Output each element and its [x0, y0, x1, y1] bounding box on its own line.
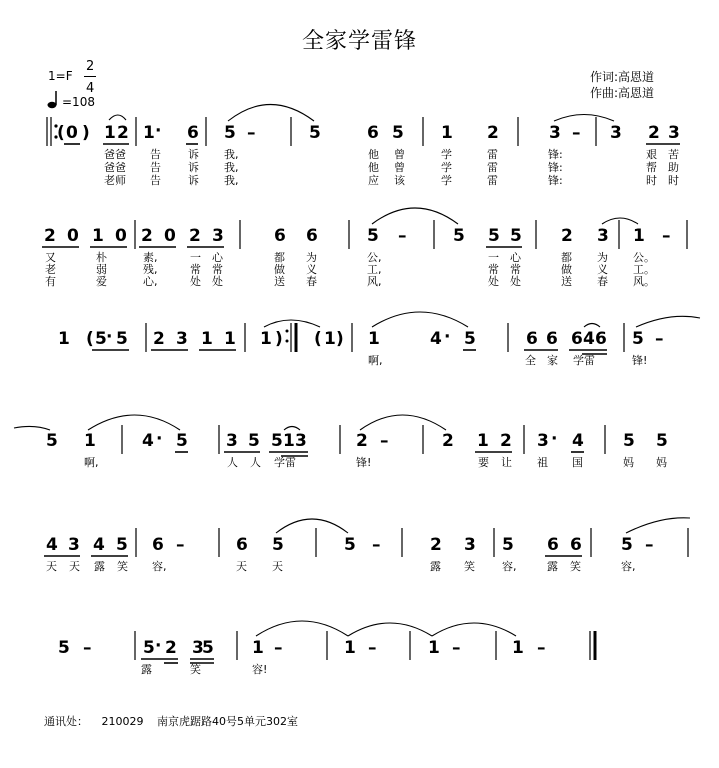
- lyric-syllable: 容,: [621, 560, 636, 573]
- note: 4: [572, 431, 584, 451]
- note: 2: [141, 226, 153, 246]
- lyric-syllable: 啊,: [368, 354, 383, 367]
- lyric-syllable: 做: [561, 263, 572, 276]
- lyrics-verse-2: [45, 262, 655, 276]
- score-row-6: [58, 621, 595, 676]
- note: 4: [93, 535, 105, 555]
- lyric-syllable: 天: [46, 560, 57, 573]
- lyric-syllable: 时: [646, 174, 657, 187]
- lyric-syllable: 学雷: [274, 456, 296, 469]
- lyric-syllable: 处: [212, 275, 223, 288]
- lyric-syllable: 笑: [117, 560, 128, 573]
- note: –: [655, 329, 664, 349]
- note: 2: [561, 226, 573, 246]
- slur: [348, 623, 432, 636]
- lyric-syllable: 锋!: [632, 354, 648, 367]
- note: 5: [488, 226, 500, 246]
- note: 1: [428, 638, 440, 658]
- lyric-syllable: 露: [141, 663, 152, 676]
- lyric-syllable: 该: [394, 174, 405, 187]
- note: 3: [68, 535, 80, 555]
- note: 1: [58, 329, 70, 349]
- lyric-syllable: 笑: [570, 560, 581, 573]
- note: 6: [547, 535, 559, 555]
- note: 5: [502, 535, 514, 555]
- lyric-syllable: 全: [525, 354, 536, 367]
- note: ): [336, 329, 344, 349]
- lyric-syllable: 诉: [188, 161, 199, 174]
- note: –: [372, 535, 381, 555]
- lyric-syllable: 心,: [143, 275, 158, 288]
- note: 3: [668, 123, 680, 143]
- lyric-syllable: 应: [368, 174, 379, 187]
- lyric-syllable: 公,: [367, 251, 382, 264]
- lyric-syllable: 要: [478, 456, 489, 469]
- lyric-syllable: 风,: [367, 275, 382, 288]
- lyric-syllable: 天: [236, 560, 247, 573]
- lyric-syllable: 艰: [646, 148, 657, 161]
- note: –: [83, 638, 92, 658]
- lyric-syllable: 常: [190, 263, 201, 276]
- lyric-syllable: 爸爸: [104, 161, 126, 174]
- lyric-syllable: 锋:: [548, 161, 563, 174]
- note: 5: [176, 431, 188, 451]
- note: 3: [464, 535, 476, 555]
- note: 1: [512, 638, 524, 658]
- note: 1: [252, 638, 264, 658]
- lyric-syllable: 弱: [96, 263, 107, 276]
- note: 1: [92, 226, 104, 246]
- key-signature: 1=F: [48, 69, 73, 83]
- lyric-syllable: 苦: [668, 148, 679, 161]
- footer-postcode: 210029: [101, 715, 144, 728]
- note: 1: [143, 123, 155, 143]
- note: ): [82, 123, 90, 143]
- slur: [88, 415, 180, 430]
- note: (: [314, 329, 322, 349]
- note: 3: [226, 431, 238, 451]
- lyric-syllable: 锋:: [548, 174, 563, 187]
- note: 5: [116, 329, 128, 349]
- lyric-syllable: 都: [274, 251, 285, 264]
- slur: [109, 115, 126, 120]
- lyric-syllable: 爱: [96, 275, 107, 288]
- note: 3: [192, 638, 204, 658]
- note: 0: [67, 226, 79, 246]
- dot: ·: [106, 327, 113, 347]
- note: 4: [46, 535, 58, 555]
- lyric-syllable: 我,: [224, 161, 239, 174]
- lyric-syllable: 我,: [224, 174, 239, 187]
- note: 3: [597, 226, 609, 246]
- note: –: [368, 638, 377, 658]
- note: 1: [477, 431, 489, 451]
- lyric-syllable: 春: [597, 275, 608, 288]
- note: 5: [510, 226, 522, 246]
- song-title: 全家学雷锋: [301, 29, 417, 54]
- slur: [276, 519, 348, 533]
- note: 2: [648, 123, 660, 143]
- lyric-syllable: 工。: [633, 263, 655, 276]
- lyrics-verse-2: [104, 160, 679, 174]
- note: 1: [324, 329, 336, 349]
- note: 2: [430, 535, 442, 555]
- note: 6: [187, 123, 199, 143]
- lyric-syllable: 雷: [487, 148, 498, 161]
- lyric-syllable: 人: [250, 456, 261, 469]
- lyric-syllable: 老: [45, 263, 56, 276]
- note: 5: [95, 329, 107, 349]
- note: (: [86, 329, 94, 349]
- lyric-syllable: 祖: [537, 456, 548, 469]
- lyric-syllable: 让: [501, 456, 512, 469]
- note: 1: [104, 123, 116, 143]
- slur: [360, 415, 446, 430]
- note: 0: [164, 226, 176, 246]
- slur: [284, 427, 300, 431]
- slur: [432, 623, 516, 636]
- note: ): [275, 329, 283, 349]
- score-row-5: [44, 518, 690, 573]
- note: (: [57, 123, 65, 143]
- note: 5: [656, 431, 668, 451]
- lyric-syllable: 帮: [646, 161, 657, 174]
- note: 1: [283, 431, 295, 451]
- lyric-syllable: 常: [488, 263, 499, 276]
- note: 5: [224, 123, 236, 143]
- lyric-syllable: 一: [190, 251, 201, 264]
- dot: ·: [444, 327, 451, 347]
- note: 6: [570, 535, 582, 555]
- lyric-syllable: 雷: [487, 161, 498, 174]
- note: 5: [46, 431, 58, 451]
- note: 2: [165, 638, 177, 658]
- lyric-syllable: 锋!: [356, 456, 372, 469]
- note: –: [645, 535, 654, 555]
- tempo-value: =108: [62, 95, 95, 109]
- note: 6: [236, 535, 248, 555]
- time-signature-bottom: 4: [86, 81, 95, 96]
- lyric-syllable: 又: [45, 251, 56, 264]
- note: 6: [306, 226, 318, 246]
- slur: [602, 218, 638, 224]
- lyric-syllable: 送: [274, 275, 285, 288]
- lyric-syllable: 他: [368, 161, 379, 174]
- note: 5: [116, 535, 128, 555]
- note: –: [380, 431, 389, 451]
- contact-footer: [44, 713, 308, 729]
- note: 6: [274, 226, 286, 246]
- dot: ·: [155, 121, 162, 141]
- note: 5: [271, 431, 283, 451]
- note: –: [176, 535, 185, 555]
- note: 2: [117, 123, 129, 143]
- slur: [372, 208, 458, 224]
- note: –: [247, 123, 256, 143]
- note: 1: [260, 329, 272, 349]
- note: 4: [430, 329, 442, 349]
- lyric-syllable: 爸爸: [104, 148, 126, 161]
- note: 2: [356, 431, 368, 451]
- lyric-syllable: 告: [150, 161, 161, 174]
- dot: ·: [551, 429, 558, 449]
- note: 5: [344, 535, 356, 555]
- score-row-3: [58, 312, 700, 367]
- score-row-2: [42, 208, 687, 288]
- note: 5: [632, 329, 644, 349]
- lyric-syllable: 风。: [633, 275, 655, 288]
- note: 2: [189, 226, 201, 246]
- note: –: [452, 638, 461, 658]
- footer-label: 通讯处：: [44, 715, 88, 728]
- lyric-syllable: 我,: [224, 148, 239, 161]
- note: 1: [633, 226, 645, 246]
- note: 1: [344, 638, 356, 658]
- repeat-dot: [286, 330, 289, 333]
- lyric-syllable: 他: [368, 148, 379, 161]
- lyric-syllable: 容!: [252, 663, 268, 676]
- lyric-syllable: 素,: [143, 251, 158, 264]
- note: 5: [367, 226, 379, 246]
- lyric-syllable: 学: [441, 161, 452, 174]
- lyric-syllable: 锋:: [548, 148, 563, 161]
- note: 6: [367, 123, 379, 143]
- note: 6: [595, 329, 607, 349]
- note: 2: [44, 226, 56, 246]
- slur: [626, 518, 690, 533]
- note: 2: [153, 329, 165, 349]
- lyrics-verse-3: [45, 274, 655, 288]
- lyric-syllable: 告: [150, 148, 161, 161]
- note: –: [274, 638, 283, 658]
- note: 5: [621, 535, 633, 555]
- lyric-syllable: 学: [441, 174, 452, 187]
- lyric-syllable: 容,: [502, 560, 517, 573]
- note: –: [537, 638, 546, 658]
- score-row-1: [47, 105, 680, 188]
- lyric-syllable: 心: [510, 251, 521, 264]
- note: 5: [464, 329, 476, 349]
- lyric-syllable: 常: [510, 263, 521, 276]
- lyric-syllable: 天: [272, 560, 283, 573]
- note: 1: [201, 329, 213, 349]
- lyric-syllable: 容,: [152, 560, 167, 573]
- note: 6: [571, 329, 583, 349]
- note: –: [662, 226, 671, 246]
- note: 2: [442, 431, 454, 451]
- note: 5: [453, 226, 465, 246]
- lyric-syllable: 送: [561, 275, 572, 288]
- lyric-syllable: 露: [430, 560, 441, 573]
- lyric-syllable: 诉: [188, 148, 199, 161]
- lyric-syllable: 笑: [464, 560, 475, 573]
- lyric-syllable: 都: [561, 251, 572, 264]
- note: 3: [295, 431, 307, 451]
- time-signature-top: 2: [86, 59, 95, 74]
- note: 1: [441, 123, 453, 143]
- slur: [372, 312, 468, 327]
- lyric-syllable: 工,: [367, 263, 382, 276]
- note: 5: [248, 431, 260, 451]
- note: 6: [152, 535, 164, 555]
- lyrics-verse-1: [45, 250, 655, 264]
- lyric-syllable: 公。: [633, 251, 655, 264]
- lyric-syllable: 雷: [487, 174, 498, 187]
- lyric-syllable: 笑: [190, 663, 201, 676]
- note: 2: [500, 431, 512, 451]
- score-row-4: [14, 415, 668, 469]
- lyric-syllable: 残,: [143, 263, 158, 276]
- lyric-syllable: 处: [510, 275, 521, 288]
- composer-credit: 作曲:高恩道: [590, 86, 655, 100]
- note: 2: [487, 123, 499, 143]
- note: 1: [224, 329, 236, 349]
- footer-address: 南京虎踞路40号5单元302室: [157, 715, 298, 728]
- lyric-syllable: 助: [668, 161, 679, 174]
- slur: [256, 621, 348, 636]
- note: 5: [309, 123, 321, 143]
- lyric-syllable: 露: [94, 560, 105, 573]
- lyric-syllable: 有: [45, 275, 56, 288]
- note: 5: [202, 638, 214, 658]
- note: 3: [537, 431, 549, 451]
- slur: [264, 320, 320, 327]
- lyric-syllable: 做: [274, 263, 285, 276]
- note: 5: [272, 535, 284, 555]
- lyric-syllable: 一: [488, 251, 499, 264]
- slur: [228, 105, 314, 122]
- note: 5: [58, 638, 70, 658]
- lyric-syllable: 心: [212, 251, 223, 264]
- slur: [636, 316, 700, 327]
- lyric-syllable: 诉: [188, 174, 199, 187]
- lyric-syllable: 曾: [394, 161, 405, 174]
- note: 1: [368, 329, 380, 349]
- lyricist-credit: 作词:高恩道: [590, 70, 655, 84]
- note: 0: [66, 123, 78, 143]
- lyric-syllable: 为: [306, 251, 317, 264]
- lyric-syllable: 妈: [656, 456, 667, 469]
- note: 5: [143, 638, 155, 658]
- lyric-syllable: 处: [488, 275, 499, 288]
- note: 5: [623, 431, 635, 451]
- repeat-dot: [286, 340, 289, 343]
- note: 3: [549, 123, 561, 143]
- lyric-syllable: 告: [150, 174, 161, 187]
- lyrics-verse-3: [104, 173, 679, 187]
- lyric-syllable: 家: [547, 354, 558, 367]
- note: 1: [84, 431, 96, 451]
- lyric-syllable: 曾: [394, 148, 405, 161]
- note: 4: [583, 329, 595, 349]
- note: 6: [526, 329, 538, 349]
- lyric-syllable: 学雷: [573, 354, 595, 367]
- lyric-syllable: 朴: [96, 251, 107, 264]
- slur: [554, 115, 614, 122]
- lyric-syllable: 妈: [623, 456, 634, 469]
- dot: ·: [155, 636, 162, 656]
- dot: ·: [156, 429, 163, 449]
- note: –: [572, 123, 581, 143]
- slur: [584, 324, 600, 328]
- note: 3: [176, 329, 188, 349]
- note: –: [398, 226, 407, 246]
- lyric-syllable: 义: [306, 263, 317, 276]
- lyric-syllable: 国: [572, 456, 583, 469]
- lyric-syllable: 常: [212, 263, 223, 276]
- note: 0: [115, 226, 127, 246]
- lyric-syllable: 露: [547, 560, 558, 573]
- lyric-syllable: 学: [441, 148, 452, 161]
- lyric-syllable: 老师: [104, 174, 126, 187]
- note: 5: [392, 123, 404, 143]
- note: 3: [610, 123, 622, 143]
- lyric-syllable: 天: [69, 560, 80, 573]
- lyric-syllable: 人: [227, 456, 238, 469]
- note: 6: [546, 329, 558, 349]
- lyric-syllable: 春: [306, 275, 317, 288]
- note: 3: [212, 226, 224, 246]
- lyrics-verse-1: [104, 147, 679, 161]
- note: 4: [142, 431, 154, 451]
- lyric-syllable: 为: [597, 251, 608, 264]
- lyric-syllable: 啊,: [84, 456, 99, 469]
- lyric-syllable: 处: [190, 275, 201, 288]
- lyric-syllable: 义: [597, 263, 608, 276]
- slur: [14, 426, 50, 430]
- lyric-syllable: 时: [668, 174, 679, 187]
